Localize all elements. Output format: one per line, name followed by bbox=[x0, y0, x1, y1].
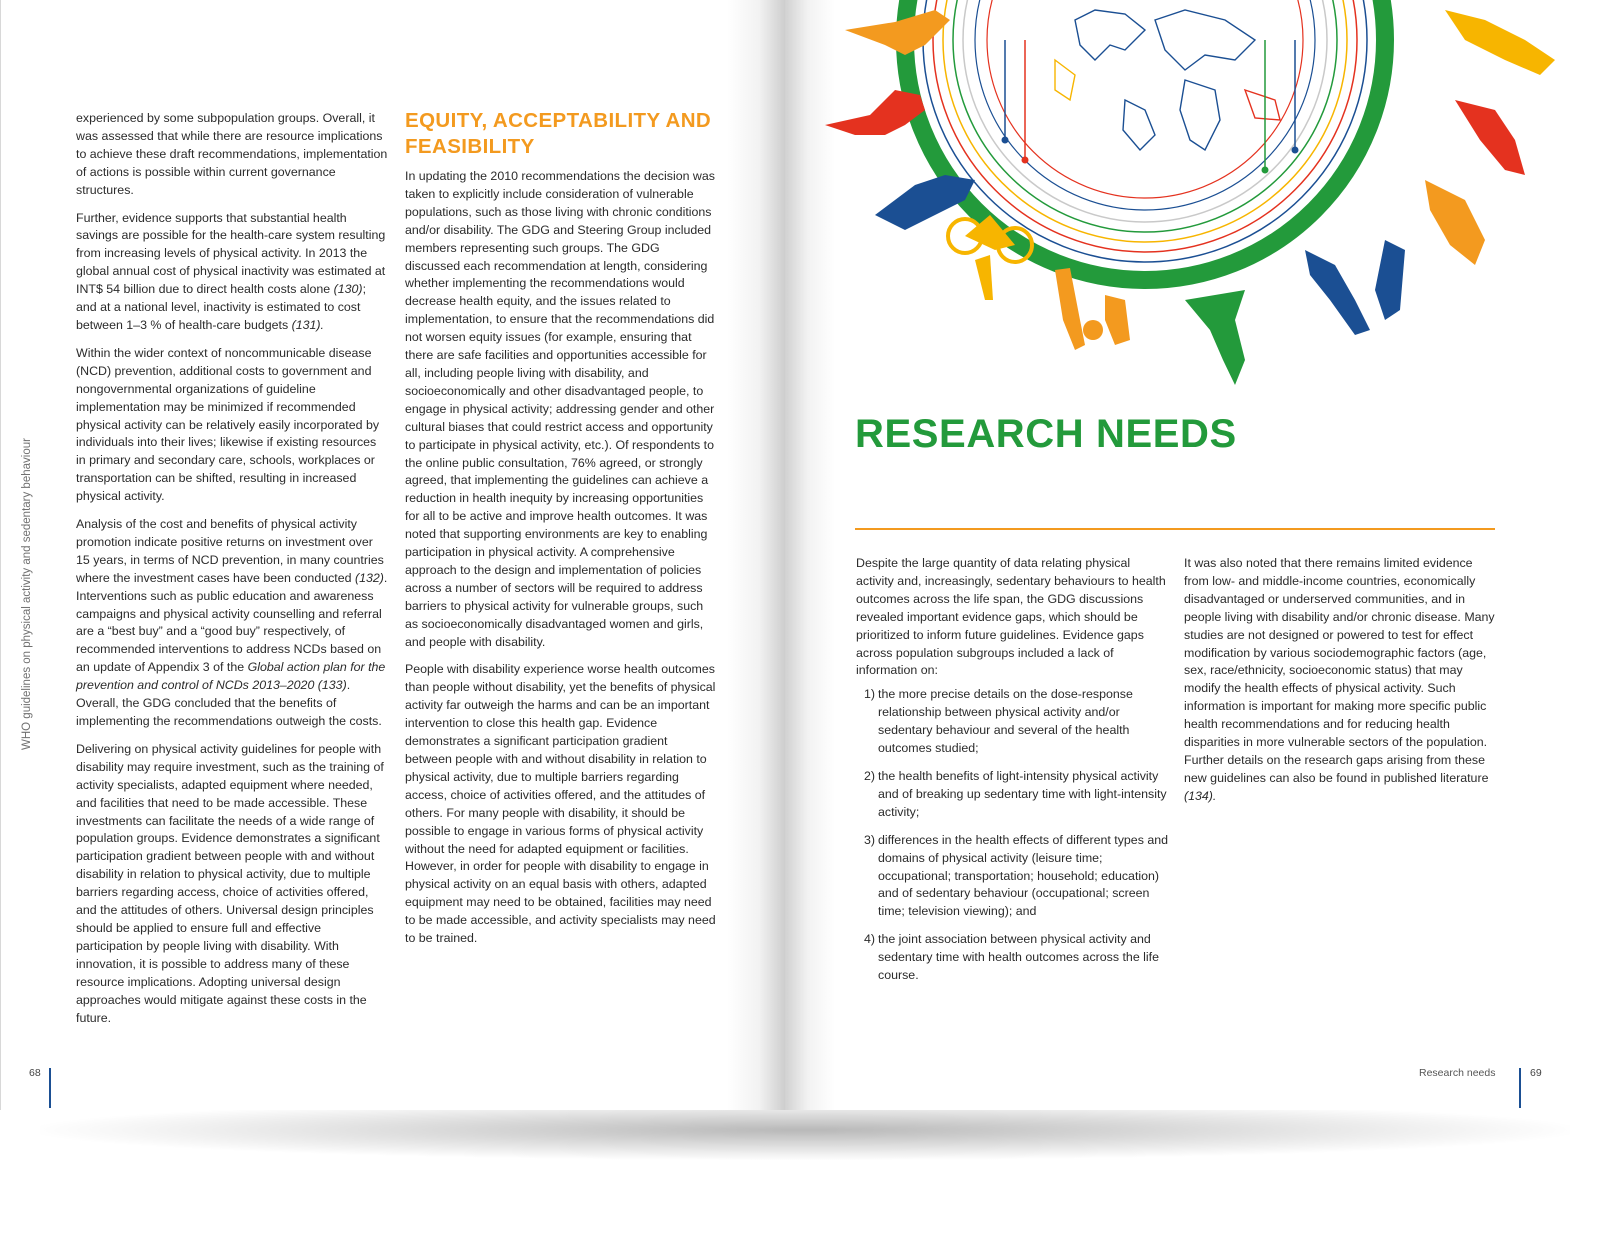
paragraph: experienced by some subpopulation groups. Overall, it was assessed that while there are resource implications to achieve these draft recommendations, implementation of actions is possible within current governance structures. bbox=[76, 111, 388, 197]
citation: (132) bbox=[354, 570, 384, 585]
paragraph: It was also noted that there remains limited evidence from low- and middle-income countries, economically disadvantaged or underserved communities, and in people living with disability and/or chronic disease. Many studies are not designed or powered to test for effect modification by various sociodemographic factors (age, sex, race/ethnicity, socioeconomic status) that may modify the health effects of physical activity. Such information is important for making more specific public health recommendations and for reducing health disparities in more vulnerable sectors of the population. Further details on the research gaps arising from these new guidelines can also be found in published literature (134). bbox=[1184, 556, 1495, 803]
evidence-gap-list bbox=[856, 686, 1168, 985]
right-column-1 bbox=[856, 555, 1168, 995]
list-item: 2) the health benefits of light-intensity physical activity and of breaking up sedentary time with light-intensity activity; bbox=[864, 768, 1167, 819]
list-item: 4) the joint association between physical activity and sedentary time with health outcomes across the life course. bbox=[864, 932, 1159, 983]
citation: (134). bbox=[1184, 788, 1217, 803]
title-underline bbox=[855, 528, 1495, 530]
side-title-text: WHO guidelines on physical activity and sedentary behaviour bbox=[21, 438, 33, 750]
paragraph: In updating the 2010 recommendations the decision was taken to explicitly include consideration of vulnerable populations, such as those living with chronic conditions and/or disability. The GDG and Steering Group included members representing such groups. The GDG discussed each recommendation at length, considering whether implementing the recommendations would decrease health equity, and the issues related to implementation, to ensure that the recommendations did not worsen equity issues (for example, ensuring that there are safe facilities and opportunities accessible for all, including people living with disability, and socioeconomically and other disadvantaged people, to engage in physical activity; addressing gender and other cultural biases that could restrict access and opportunity to participate in physical activity, etc.). Of respondents to the online public consultation, 76% agreed, or strongly agreed, that implementing the guidelines can achieve a reduction in health inequity by increasing opportunities for all to be active and improve health outcomes. It was noted that supporting environments are key to enabling participation in physical activity. A comprehensive approach to the design and implementation of policies across a number of sectors will be required to address barriers to physical activity for vulnerable groups, such as socioeconomically disadvantaged women and girls, and people with disability. bbox=[405, 169, 715, 649]
paragraph: Within the wider context of noncommunicable disease (NCD) prevention, additional costs to government and nongovernmental organizations of guideline implementation may be minimized if recommended physical activity can be relatively easily incorporated by individuals into their lives; likewise if existing resources in primary and secondary care, schools, workplaces or transportation can be shifted, resulting in increased physical activity. bbox=[76, 345, 380, 504]
left-page bbox=[0, 0, 786, 1110]
gutter-shadow-left bbox=[726, 0, 786, 1110]
running-side-title bbox=[21, 420, 41, 750]
paragraph: Further, evidence supports that substantial health savings are possible for the health-care system resulting from increasing levels of physical activity. In 2013 the global annual cost of physical inactivity was estimated at INT$ 54 billion due to direct health costs alone (130); and at a national level, inactivity is estimated to cost between 1–3 % of health-care budgets (131). bbox=[76, 210, 386, 332]
page-number-bar-left bbox=[49, 1068, 51, 1108]
section-heading: EQUITY, ACCEPTABILITY AND FEASIBILITY bbox=[405, 109, 712, 158]
paragraph: Despite the large quantity of data relating physical activity and, increasingly, sedentary behaviours to health outcomes across the life span, the GDG discussions revealed important evidence gaps, which should be prioritized to inform future guidelines. Evidence gaps across population subgroups included a lack of information on: bbox=[856, 556, 1166, 678]
paragraph: People with disability experience worse health outcomes than people without disability, yet the benefits of physical activity far outweigh the harms and can be an important intervention to close this health gap. Evidence demonstrates a significant participation gradient between people with and without disability in relation to physical activity, due to multiple barriers regarding access, choice of activities offered, and the attitudes of others. For many people with disability, it should be possible to engage in various forms of physical activity without the need for adapted equipment or facilities. However, in order for people with disability to engage in physical activity on an equal basis with others, adapted equipment may need to be obtained, facilities may need to be made accessible, and activity specialists may need to be trained. bbox=[405, 662, 716, 946]
page-number-right: 69 bbox=[1530, 1067, 1542, 1079]
citation: (130) bbox=[333, 282, 363, 297]
running-footer-title: Research needs bbox=[1419, 1067, 1496, 1079]
left-column-1 bbox=[76, 110, 388, 1037]
right-column-2 bbox=[1184, 555, 1496, 816]
citation: (131). bbox=[291, 317, 324, 332]
citation: Global action plan for the prevention and control of NCDs 2013–2020 (133) bbox=[76, 660, 386, 693]
paragraph: Analysis of the cost and benefits of physical activity promotion indicate positive returns on investment over 15 years, in terms of NCD prevention, in many countries where the investment cases have been conducted (132). Interventions such as public education and awareness campaigns and physical activity counselling and referral are a “best buy” and a “good buy” respectively, of recommended interventions to address NCDs based on an update of Appendix 3 of the Global action plan for the prevention and control of NCDs 2013–2020 (133). Overall, the GDG concluded that the benefits of implementing the recommendations outweigh the costs. bbox=[76, 517, 388, 728]
left-column-2 bbox=[405, 168, 717, 958]
globe-illustration bbox=[825, 0, 1565, 400]
page-number-bar-right bbox=[1519, 1068, 1521, 1108]
research-needs-title: RESEARCH NEEDS bbox=[855, 412, 1237, 456]
paragraph: Delivering on physical activity guidelines for people with disability may require investment, such as the training of activity specialists, adapted equipment where needed, and facilities that need to be made accessible. These investments can facilitate the needs of a wide range of population groups. Evidence demonstrates a significant participation gradient between people with and without disability in relation to physical activity, due to multiple barriers regarding access, choice of activities offered, and the attitudes of others. Universal design principles should be applied to ensure full and effective participation by people living with disability. With innovation, it is possible to address many of these resource implications. Adopting universal design approaches would mitigate against these costs in the future. bbox=[76, 741, 384, 1025]
right-page bbox=[785, 0, 1570, 1110]
page-number-left: 68 bbox=[29, 1067, 41, 1079]
list-item: 3) differences in the health effects of different types and domains of physical activity (leisure time; occupational; transportation; household; education) and of sedentary behaviour (occupational; screen time; television viewing); and bbox=[864, 832, 1168, 919]
list-item: 1) the more precise details on the dose-response relationship between physical activity and/or sedentary behaviour and several of the health outcomes studied; bbox=[864, 687, 1133, 756]
